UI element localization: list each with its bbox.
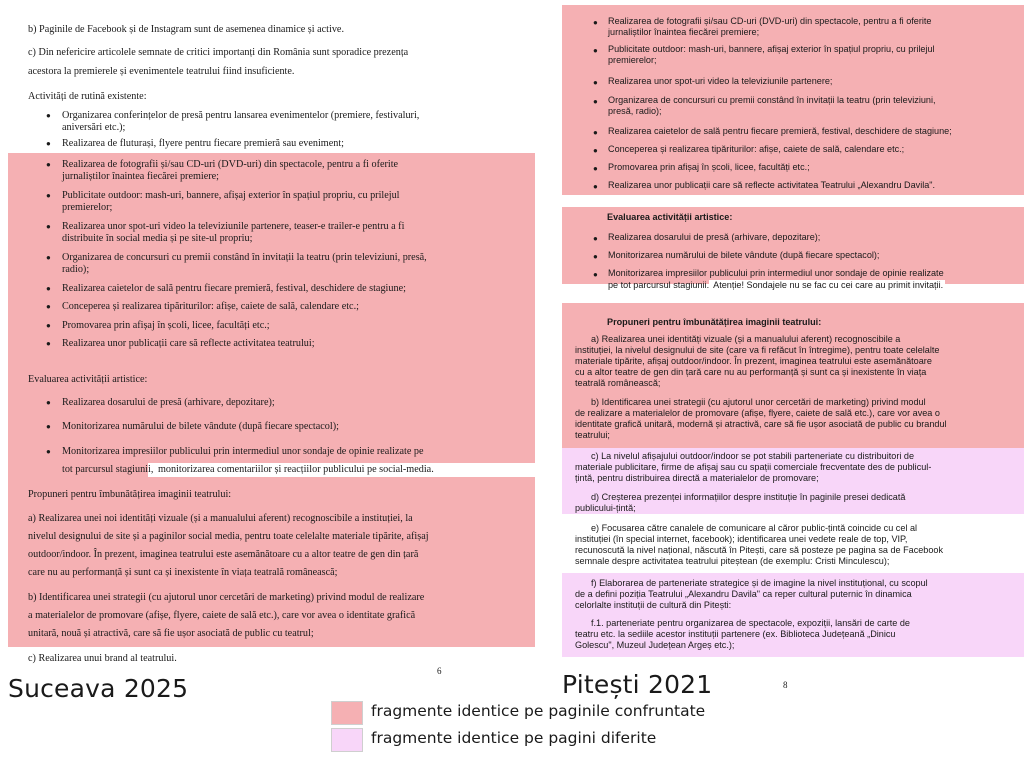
bullet-icon: ● (46, 253, 51, 262)
routine-item-4-line2: premierelor; (62, 202, 113, 213)
routine-item-4-line2: presă, radio); (608, 106, 662, 116)
routine-item-7: Realizarea caietelor de sală pentru fiecare premieră, festival, deschidere de stagiune; (62, 283, 406, 294)
proposal-f1-line3: Golescu", Muzeul Județean Argeș etc.); (575, 640, 735, 650)
unhighlighted-text: Atenție! Sondajele nu se fac cu cei care au primit invitații. (711, 280, 944, 290)
evaluation-item-3-line2: tot parcursul stagiunii, monitorizarea comentariilor și reacțiilor publicului pe social-media. (62, 464, 434, 475)
proposal-f-line3: celorlalte instituții de cultură din Pitești: (575, 600, 732, 610)
proposal-a-line4: care nu au performanță și sunt ca și inexistente în viața teatrală românească; (28, 567, 338, 578)
routine-item-4-line1: Publicitate outdoor: mash-uri, bannere, afișaj exterior în spațiul propriu, cu prilejul (62, 190, 400, 201)
bullet-icon: ● (593, 97, 598, 106)
proposal-b-line1: b) Identificarea unei strategii (cu ajutorul unor cercetări de marketing) privind modul de realizare (28, 592, 425, 603)
evaluation-item-1: Realizarea dosarului de presă (arhivare, depozitare); (608, 232, 821, 242)
bullet-icon: ● (46, 398, 51, 407)
legend-label-same-page: fragmente identice pe paginile confruntate (371, 702, 706, 720)
proposal-a-line5: teatrală românească; (575, 378, 661, 388)
routine-item-7: Promovarea prin afișaj în școli, licee, facultăți etc.; (608, 162, 810, 172)
heading-proposals: Propuneri pentru îmbunătățirea imaginii teatrului: (607, 317, 822, 327)
bullet-icon: ● (593, 128, 598, 137)
bullet-icon: ● (46, 422, 51, 431)
bullet-icon: ● (593, 46, 598, 55)
proposal-c-line1: c) La nivelul afișajului outdoor/indoor se pot stabili parteneriate cu distribuitori de (591, 451, 915, 461)
proposal-c: c) Realizarea unui brand al teatrului. (28, 653, 177, 664)
proposal-c-line3: țintă, pentru distribuirea directă a materialelor de promovare; (575, 473, 819, 483)
bullet-icon: ● (46, 222, 51, 231)
bullet-icon: ● (593, 146, 598, 155)
routine-item-3-line2: jurnaliștilor înaintea fiecărei premiere; (62, 171, 219, 182)
right-document-page (545, 0, 1024, 690)
bullet-icon: ● (593, 252, 598, 261)
bullet-icon: ● (46, 321, 51, 330)
unhighlighted-text: monitorizarea comentariilor și reacțiilor publicului pe social-media. (155, 464, 434, 475)
proposal-f-line1: f) Elaborarea de parteneriate strategice și de imagine la nivel instituțional, cu scopul (591, 578, 928, 588)
proposal-b-line2: de realizare a materialelor de promovare (afișe, flyere, caiete de sală etc.), care vor avea o (575, 408, 940, 418)
bullet-icon: ● (46, 284, 51, 293)
proposal-b-line1: b) Identificarea unei strategii (cu ajutorul unor cercetări de marketing) privind modul (591, 397, 926, 407)
proposal-d-line2: publicului-țintă; (575, 503, 636, 513)
paragraph-b: b) Paginile de Facebook și de Instagram sunt de asemenea dinamice și active. (28, 24, 344, 35)
proposal-a-line4: cu a altor teatre de gen din țară care nu au performanță și sunt ca și inexistente în viața (575, 367, 927, 377)
paragraph-c-line2: acestora la premierele și evenimentele teatrului fiind insuficiente. (28, 66, 295, 77)
routine-item-2-line2: premierelor; (608, 55, 657, 65)
page-number-right: 8 (783, 680, 788, 690)
proposal-a-line2: instituției, la nivelul designului de site (care va fi refăcut în întregime), pentru toate celelalte (575, 345, 940, 355)
routine-item-1-line2: jurnaliștilor înaintea fiecărei premiere; (608, 27, 760, 37)
evaluation-item-2: Monitorizarea numărului de bilete vândute (după fiecare spectacol); (62, 421, 339, 432)
bullet-icon: ● (46, 447, 51, 456)
bullet-icon: ● (593, 164, 598, 173)
routine-item-8: Conceperea și realizarea tipăriturilor: afișe, caiete de sală, calendare etc.; (62, 301, 359, 312)
paragraph-c-line1: c) Din nefericire articolele semnate de critici importanți din România sunt sporadice prezența (28, 47, 409, 58)
bullet-icon: ● (593, 18, 598, 27)
routine-item-2-line1: Publicitate outdoor: mash-uri, bannere, afișaj exterior în spațiul propriu, cu prilejul (608, 44, 935, 54)
routine-item-3-line1: Realizarea de fotografii și/sau CD-uri (DVD-uri) din spectacole, pentru a fi oferite (62, 159, 399, 170)
proposal-a-line3: outdoor/indoor. În prezent, imaginea teatrului este asemănătoare cu a altor teatre de gen din țară (28, 549, 419, 560)
proposal-a-line3: materiale tipărite, afișaj outdoor/indoor. În prezent, imaginea teatrului este asemănătoare (575, 356, 932, 366)
heading-artistic-evaluation: Evaluarea activității artistice: (28, 374, 148, 385)
bullet-icon: ● (46, 160, 51, 169)
routine-item-8: Realizarea unor publicații care să reflecte activitatea Teatrului „Alexandru Davila". (608, 180, 936, 190)
heading-proposals: Propuneri pentru îmbunătățirea imaginii teatrului: (28, 489, 232, 500)
proposal-b-line2: a materialelor de promovare (afișe, flyere, caiete de sală etc.), care vor avea o identitate grafică (28, 610, 416, 621)
bullet-icon: ● (593, 78, 598, 87)
routine-item-1-line2: aniversări etc.); (62, 122, 126, 133)
proposal-c-line2: materiale publicitare, firme de afișaj sau cu spații comerciale frecventate des de publicul- (575, 462, 932, 472)
page-number-left: 6 (437, 666, 442, 676)
bullet-icon: ● (46, 339, 51, 348)
heading-artistic-evaluation: Evaluarea activității artistice: (607, 212, 733, 222)
routine-item-6-line1: Organizarea de concursuri cu premii constând în invitații la teatru (prin televiziuni, presă, (62, 252, 427, 263)
evaluation-item-2: Monitorizarea numărului de bilete vândute (după fiecare spectacol); (608, 250, 880, 260)
bullet-icon: ● (46, 111, 51, 120)
bullet-icon: ● (593, 270, 598, 279)
proposal-a-line1: a) Realizarea unei noi identități vizuale (și a manualului aferent) recognoscibile a instituției, la (28, 513, 413, 524)
legend-swatch-pink (331, 728, 363, 752)
bullet-icon: ● (46, 139, 51, 148)
routine-item-1-line1: Organizarea conferințelor de presă pentru lansarea evenimentelor (premiere, festivaluri, (62, 110, 420, 121)
proposal-f-line2: de a defini poziția Teatrului „Alexandru Davila" ca reper cultural puternic în dinamica (575, 589, 912, 599)
routine-item-2: Realizarea de fluturași, flyere pentru fiecare premieră sau eveniment; (62, 138, 344, 149)
evaluation-item-3-line2: pe tot parcursul stagiunii. Atenție! Sondajele nu se fac cu cei care au primit invitații. (608, 280, 944, 290)
routine-item-4-line1: Organizarea de concursuri cu premii constând în invitații la teatru (prin televiziuni, (608, 95, 936, 105)
bullet-icon: ● (593, 234, 598, 243)
proposal-e-line4: semnale despre activitatea teatrului piteștean (de exemplu: Cristi Minculescu); (575, 556, 890, 566)
routine-item-5: Realizarea caietelor de sală pentru fiecare premieră, festival, deschidere de stagiune; (608, 126, 952, 136)
evaluation-item-3-line1: Monitorizarea impresiilor publicului prin intermediul unor sondaje de opinie realizate (608, 268, 944, 278)
routine-item-5-line2: distribuite în social media și pe site-ul propriu; (62, 233, 253, 244)
proposal-b-line3: unitară, nouă și atractivă, care să fie ușor asociată de public cu teatrul; (28, 628, 314, 639)
proposal-e-line1: e) Focusarea către canalele de comunicare al căror public-țintă coincide cu cel al (591, 523, 918, 533)
left-document-page (0, 0, 535, 690)
evaluation-item-1: Realizarea dosarului de presă (arhivare, depozitare); (62, 397, 275, 408)
bullet-icon: ● (593, 182, 598, 191)
proposal-e-line2: instituției (în special internet, facebook); identificarea unei vedete reale de top, VIP, (575, 534, 908, 544)
routine-item-1-line1: Realizarea de fotografii și/sau CD-uri (DVD-uri) din spectacole, pentru a fi oferite (608, 16, 932, 26)
legend-label-different-page: fragmente identice pe pagini diferite (371, 729, 657, 747)
proposal-f1-line1: f.1. parteneriate pentru organizarea de spectacole, expoziții, lansări de carte de (591, 618, 910, 628)
proposal-e-line3: recunoscută la nivel național, născută în Pitești, care să posteze pe pagina sa de Facebook (575, 545, 944, 555)
proposal-a-line2: nivelul designului de site și a paginilor social media, pentru toate celelalte materiale tipărite, afișaj (28, 531, 429, 542)
proposal-f1-line2: teatru etc. la sediile acestor instituții partenere (ex. Biblioteca Județeană „Dinicu (575, 629, 896, 639)
legend-swatch-red (331, 701, 363, 725)
routine-item-6: Conceperea și realizarea tipăriturilor: afișe, caiete de sală, calendare etc.; (608, 144, 905, 154)
routine-item-10: Realizarea unor publicații care să reflecte activitatea teatrului; (62, 338, 315, 349)
caption-left-city: Suceava 2025 (8, 674, 189, 703)
evaluation-item-3-line1: Monitorizarea impresiilor publicului prin intermediul unor sondaje de opinie realizate pe (62, 446, 424, 457)
routine-item-9: Promovarea prin afișaj în școli, licee, facultăți etc.; (62, 320, 270, 331)
heading-routine-activities: Activități de rutină existente: (28, 91, 147, 102)
proposal-a-line1: a) Realizarea unei identități vizuale (și a manualului aferent) recognoscibile a (591, 334, 901, 344)
routine-item-5-line1: Realizarea unor spot-uri video la televiziunile partenere, teaser-e trailer-e pentru a fi (62, 221, 405, 232)
proposal-b-line3: identitate grafică unitară, modernă și atractivă, care să fie ușor asociată de public cu brandul (575, 419, 947, 429)
bullet-icon: ● (46, 191, 51, 200)
caption-right-city: Pitești 2021 (562, 670, 713, 699)
proposal-d-line1: d) Creșterea prezenței informațiilor despre instituție în paginile presei dedicată (591, 492, 906, 502)
proposal-b-line4: teatrului; (575, 430, 610, 440)
bullet-icon: ● (46, 302, 51, 311)
routine-item-6-line2: radio); (62, 264, 90, 275)
routine-item-3: Realizarea unor spot-uri video la televiziunile partenere; (608, 76, 833, 86)
